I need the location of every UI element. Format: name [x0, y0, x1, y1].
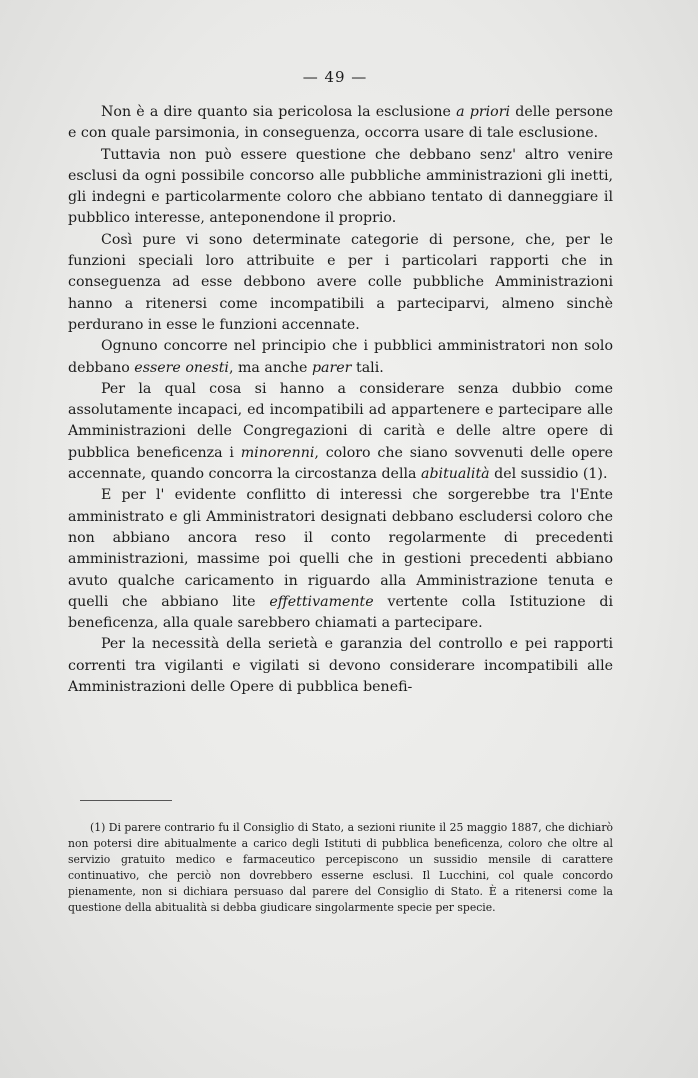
text-run: tali. [351, 359, 384, 376]
paragraph-7 [68, 634, 613, 698]
paragraph-2 [68, 145, 613, 230]
italic-text: abitualità [421, 466, 490, 483]
body-text [68, 102, 613, 698]
text-run: Per la qual cosa si hanno a considerare senza dubbio come assolutamente incapaci, ed incompatibili ad appartenere e partecipare alle Amministrazioni delle Congregazioni di carità e delle altre opere di pubblica beneficenza i [68, 380, 613, 461]
text-run: Tuttavia non può essere questione che debbano senz' altro venire esclusi da ogni possibile concorso alle pubbliche amministrazioni gli inetti, gli indegni e particolarmente coloro che abbiano tentato di danneggiare il pubblico interesse, anteponendone il proprio. [68, 146, 613, 227]
footnote-1: (1) Di parere contrario fu il Consiglio di Stato, a sezioni riunite il 25 maggio 1887, che dichiarò non potersi dire abitualmente a carico degli Istituti di pubblica beneficenza, coloro che oltre al servizio gratuito medico e farmaceutico percepiscono un sussidio mensile di carattere continuativo, che perciò non dovrebbero esserne esclusi. Il Lucchini, col quale concordo pienamente, non si dichiara persuaso dal parere del Consiglio di Stato. È a ritenersi come la questione della abitualità si debba giudicare singolarmente specie per specie. [68, 821, 613, 914]
text-run: del sussidio (1). [489, 466, 608, 483]
italic-text: a priori [456, 104, 511, 120]
text-run: , ma anche [228, 359, 312, 376]
text-run: Ognuno concorre nel principio che i pubblici amministratori non solo debbano [68, 338, 613, 376]
italic-text: effettivamente [269, 593, 374, 610]
text-run: Non è a dire quanto sia pericolosa la esclusione [101, 104, 457, 120]
footnote-divider [80, 800, 172, 801]
text-run: delle persone e con quale parsimonia, in conseguenza, occorra usare di tale esclusione. [68, 104, 613, 142]
paragraph-5 [68, 379, 613, 485]
footnotes [68, 820, 613, 916]
italic-text: minorenni [240, 444, 315, 461]
page-number: — 49 — [302, 68, 368, 86]
italic-text: essere onesti [134, 359, 229, 376]
text-run: Per la necessità della serietà e garanzia del controllo e pei rapporti correnti tra vigilanti e vigilati si devono considerare incompatibili alle Amministrazioni delle Opere di pubblica benefi- [68, 636, 613, 696]
paragraph-6 [68, 485, 613, 634]
text-run: E per l' evidente conflitto di interessi che sorgerebbe tra l'Ente amministrato e gli Amministratori designati debbano escludersi coloro che non abbiano ancora reso il conto regolarmente di precedenti amministrazioni, massime poi quelli che in gestioni precedenti abbiano avuto qualche caricamento in riguardo alla Amministrazione tenuta e quelli che abbiano lite [68, 487, 613, 610]
italic-text: parer [311, 359, 352, 376]
text-run: Così pure vi sono determinate categorie di persone, che, per le funzioni speciali loro attribuite e per i particolari rapporti che in conseguenza ad esse debbono avere colle pubbliche Amministrazioni hanno a ritenersi come incompatibili a parteciparvi, almeno sinchè perdurano in esse le funzioni accennate. [68, 231, 613, 333]
paragraph-3 [68, 230, 613, 336]
text-run: , coloro che siano sovvenuti delle opere accennate, quando concorra la circostanza della [68, 444, 613, 483]
paragraph-1 [68, 102, 613, 145]
text-run: vertente colla Istituzione di beneficenza, alla quale sarebbero chiamati a partecipare. [68, 593, 613, 632]
paragraph-4 [68, 336, 613, 379]
